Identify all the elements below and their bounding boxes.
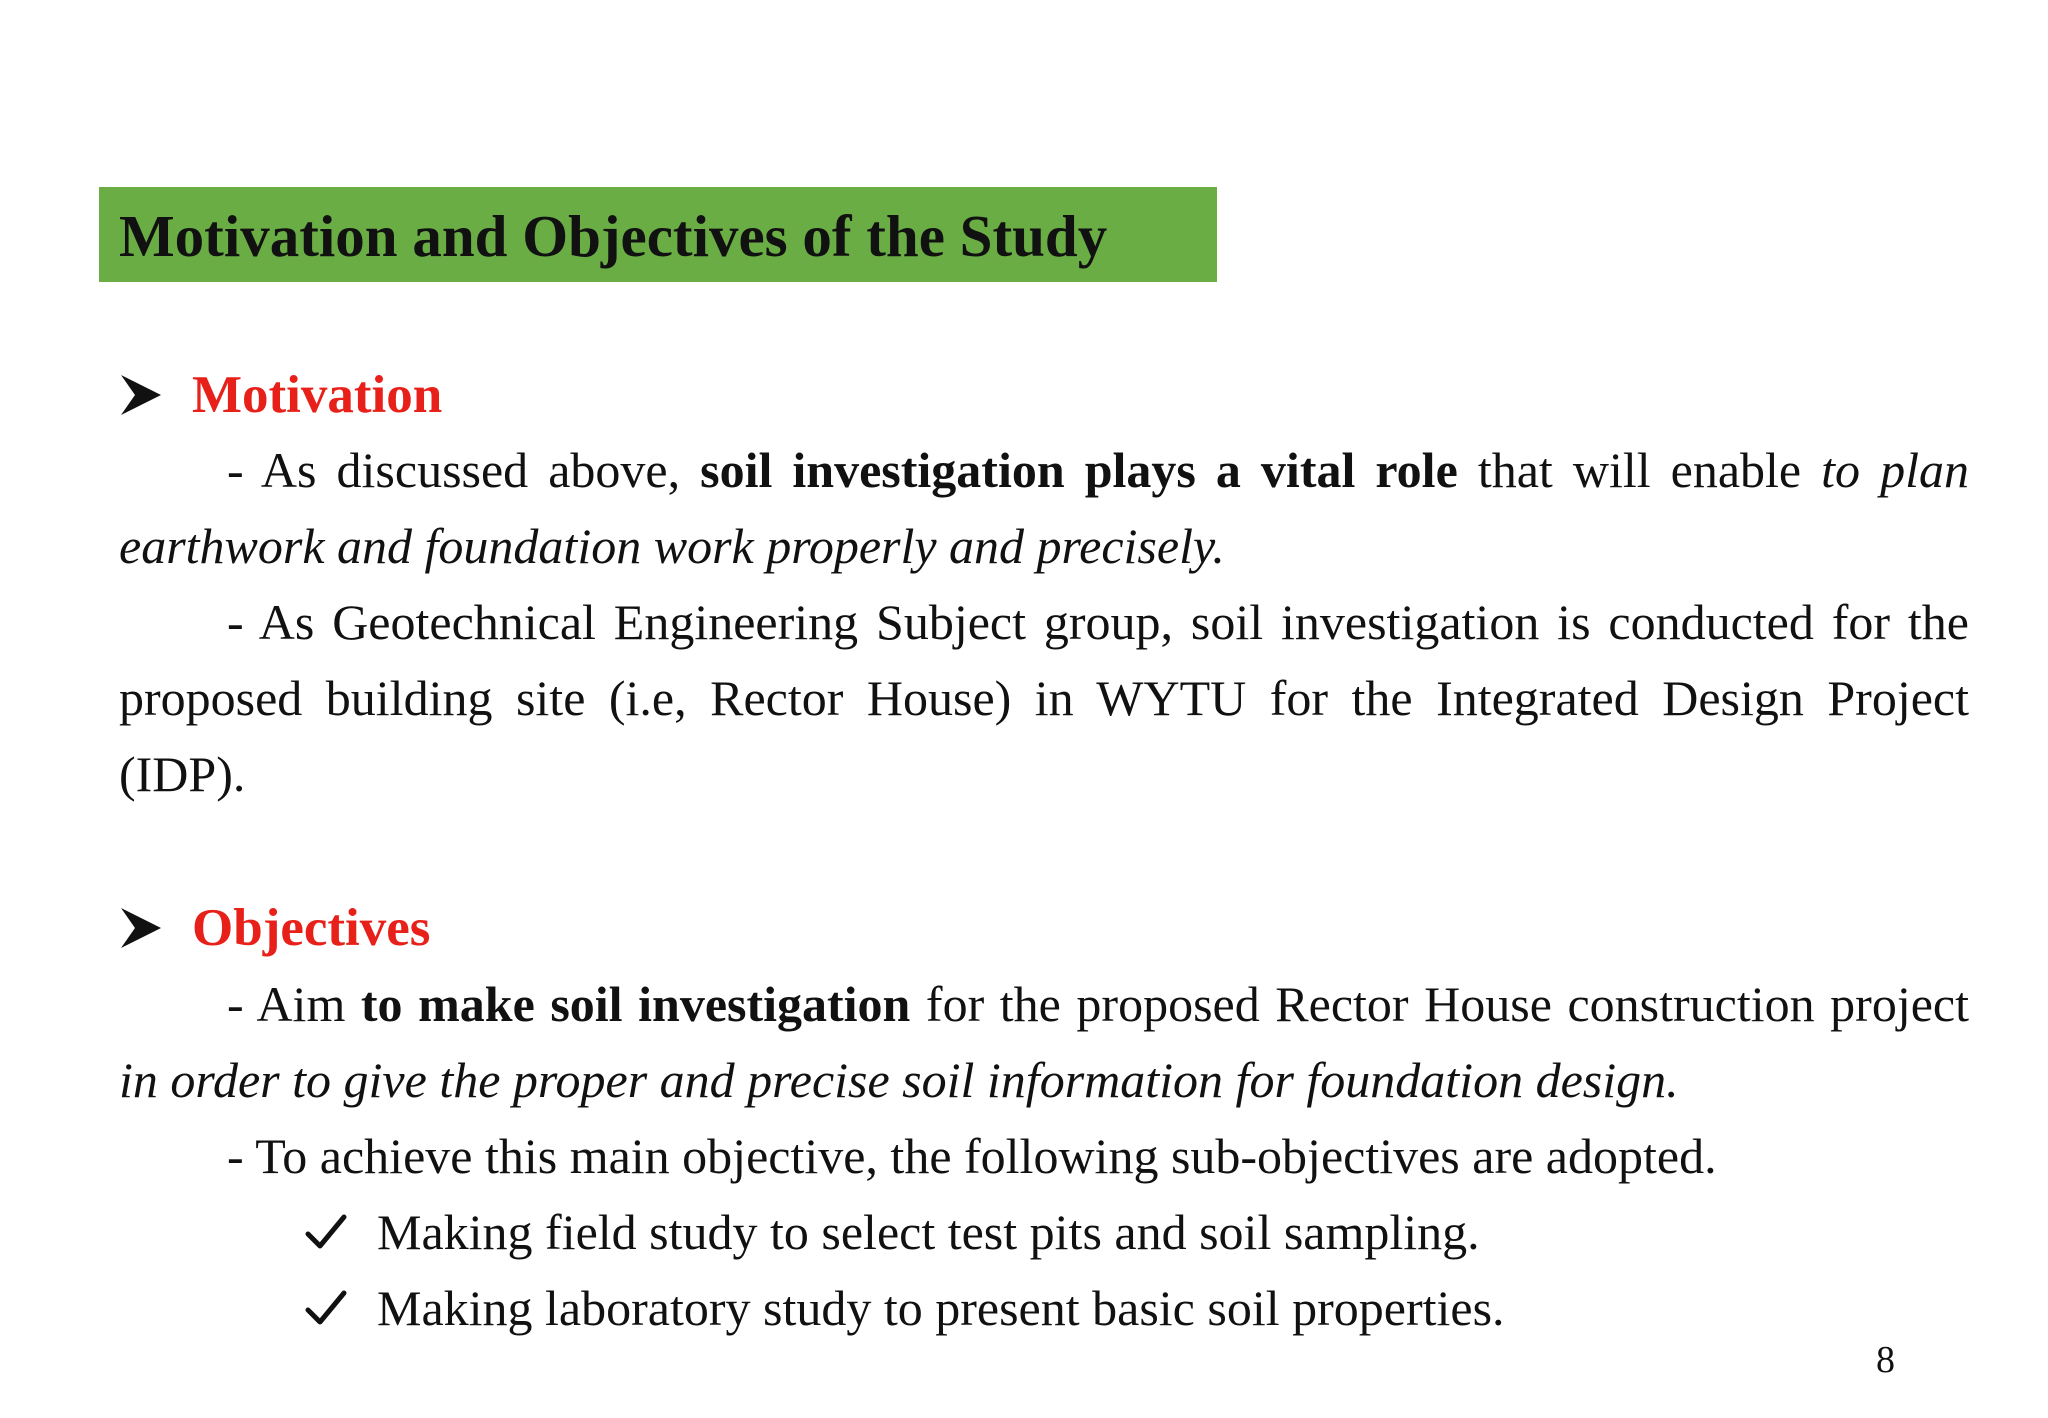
arrow-bullet-icon bbox=[119, 906, 163, 950]
slide-title: Motivation and Objectives of the Study bbox=[119, 203, 1108, 269]
sub-objective-item bbox=[305, 1270, 1505, 1346]
objectives-heading: Objectives bbox=[192, 899, 431, 957]
motivation-text-2: that will enable bbox=[1457, 442, 1822, 498]
sub-objective-text: Making field study to select test pits and soil sampling. bbox=[377, 1204, 1480, 1260]
checkmark-icon bbox=[305, 1287, 347, 1329]
motivation-heading: Motivation bbox=[192, 366, 443, 424]
motivation-paragraph-1 bbox=[119, 432, 1969, 584]
motivation-italic-phrase: to plan earthwork and foundation work properly and precisely. bbox=[119, 442, 1969, 574]
objectives-text-1: - Aim bbox=[227, 976, 361, 1032]
motivation-bold-phrase: soil investigation plays a vital role bbox=[700, 442, 1458, 498]
arrow-bullet-icon bbox=[119, 373, 163, 417]
checkmark-icon bbox=[305, 1211, 347, 1253]
objectives-paragraph-2: - To achieve this main objective, the following sub-objectives are adopted. bbox=[227, 1128, 1717, 1184]
objectives-text-2: for the proposed Rector House construction project bbox=[910, 976, 1969, 1032]
motivation-text-3: - As Geotechnical Engineering Subject group, soil investigation is conducted for the proposed building site (i.e, Rector House) in WYTU for the Integrated Design Project (IDP). bbox=[119, 594, 1969, 802]
objectives-italic-phrase: in order to give the proper and precise soil information for foundation design. bbox=[119, 1052, 1679, 1108]
sub-objective-text: Making laboratory study to present basic soil properties. bbox=[377, 1280, 1505, 1336]
page-number: 8 bbox=[1876, 1339, 1895, 1381]
sub-objective-item bbox=[305, 1194, 1480, 1270]
motivation-text-1: - As discussed above, bbox=[227, 442, 701, 498]
objectives-bold-phrase: to make soil investigation bbox=[360, 976, 911, 1032]
motivation-heading-row bbox=[119, 363, 442, 427]
motivation-paragraph-2 bbox=[119, 584, 1969, 812]
objectives-paragraph-1 bbox=[119, 966, 1969, 1118]
objectives-heading-row bbox=[119, 896, 430, 960]
